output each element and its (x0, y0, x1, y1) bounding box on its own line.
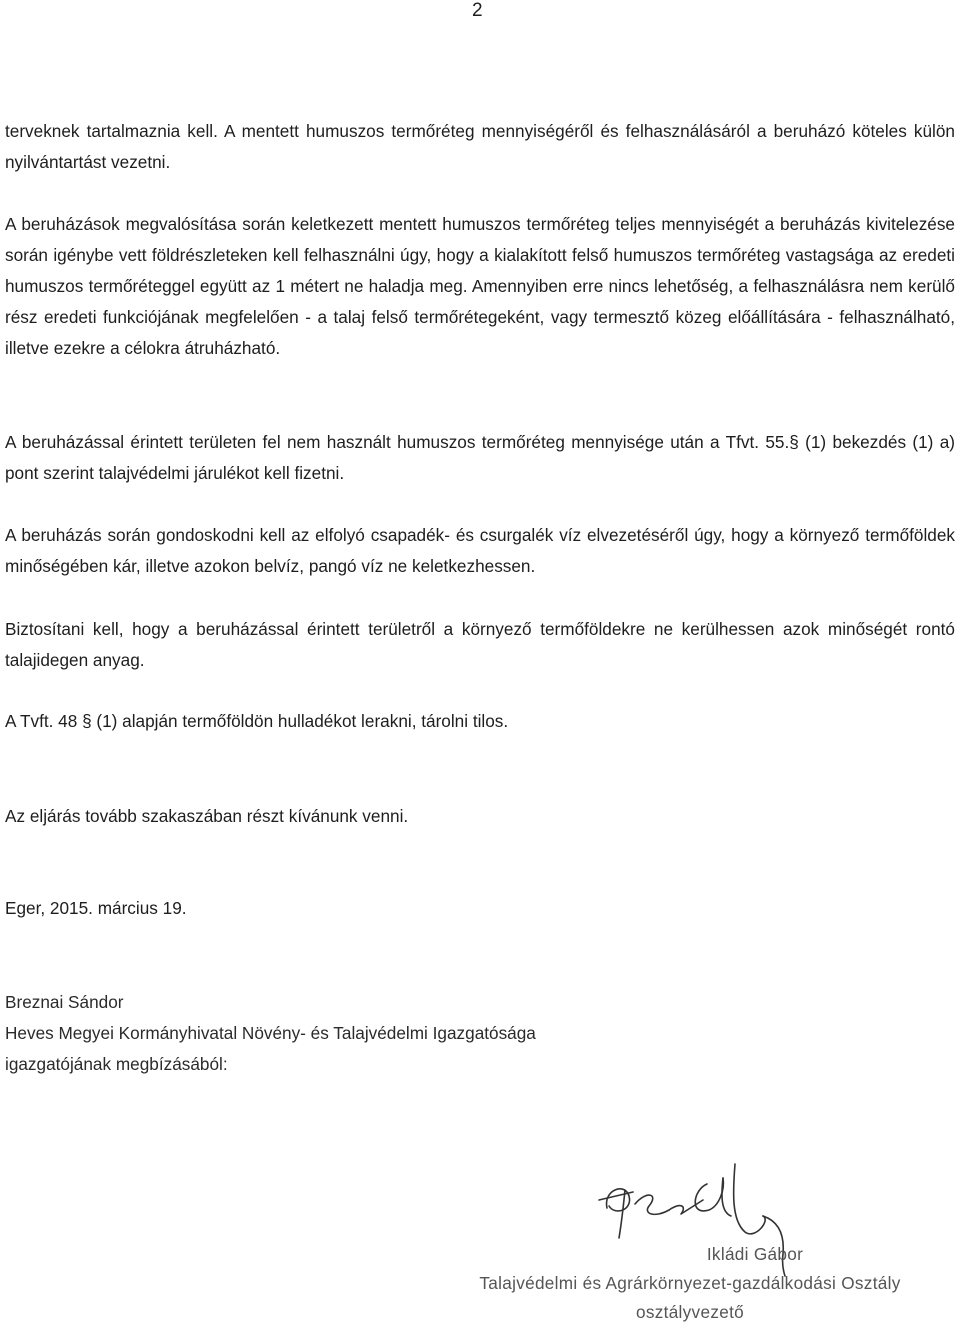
paragraph-1: terveknek tartalmaznia kell. A mentett humuszos termőréteg mennyiségéről és felhasználásáról a beruházó köteles külön nyilvántartást vezetni. (5, 121, 955, 172)
official-name: Ikládi Gábor (706, 1244, 804, 1264)
paragraph-4: A beruházás során gondoskodni kell az elfolyó csapadék- és csurgalék víz elvezetéséről úgy, hogy a környező termőföldek minőségében kár, illetve azokon belvíz, pangó víz ne keletkezhessen. (5, 525, 955, 576)
official-department: Talajvédelmi és Agrárkörnyezet-gazdálkodási Osztály (479, 1273, 901, 1293)
signer-organization: Heves Megyei Kormányhivatal Növény- és Talajvédelmi Igazgatósága (5, 1023, 536, 1043)
page-number: 2 (472, 0, 483, 21)
paragraph-6: A Tvft. 48 § (1) alapján termőföldön hulladékot lerakni, tárolni tilos. (5, 711, 509, 731)
paragraph-2: A beruházások megvalósítása során keletkezett mentett humuszos termőréteg teljes mennyiségét a beruházás kivitelezése során igénybe vett földrészleteken kell felhasználni úgy, hogy a kialakított felső humuszos termőréteg vastagsága az eredeti humuszos termőréteggel együtt az 1 métert ne haladja meg. Amennyiben erre nincs lehetőség, a felhasználásra nem kerülő rész eredeti funkciójának megfelelően - a talaj felső termőrétegeként, vagy termesztő közeg előállítására - felhasználható, illetve ezekre a célokra átruházható. (5, 214, 955, 358)
paragraph-7: Az eljárás tovább szakaszában részt kívánunk venni. (5, 806, 409, 826)
signer-block (5, 987, 536, 1080)
signer-mandate: igazgatójának megbízásából: (5, 1054, 228, 1074)
date-line: Eger, 2015. március 19. (5, 898, 187, 918)
official-title: osztályvezető (635, 1302, 745, 1322)
paragraph-5: Biztosítani kell, hogy a beruházással érintett területről a környező termőföldekre ne kerülhessen azok minőségét rontó talajidegen anyag. (5, 619, 955, 670)
official-block (420, 1240, 960, 1327)
signer-name: Breznai Sándor (5, 992, 124, 1012)
paragraph-3: A beruházással érintett területen fel nem használt humuszos termőréteg mennyisége után a Tfvt. 55.§ (1) bekezdés (1) a) pont szerint talajvédelmi járulékot kell fizetni. (5, 432, 955, 483)
